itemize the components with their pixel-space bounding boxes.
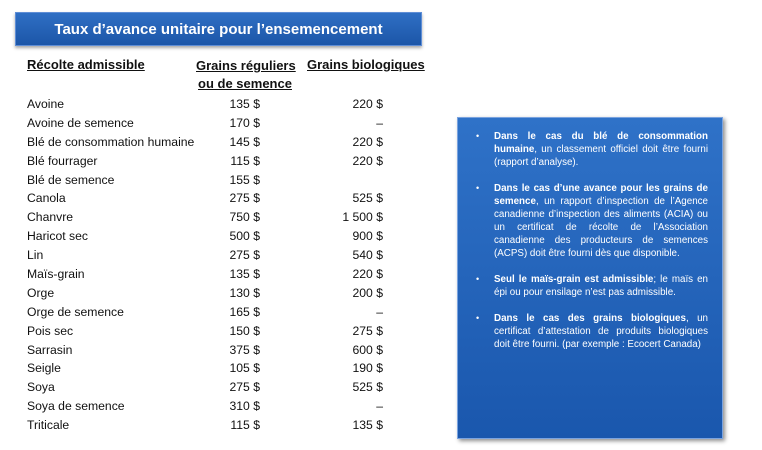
table-row (27, 246, 407, 265)
regular-rate: 500 $ (229, 229, 260, 244)
regular-rate: 310 $ (229, 399, 260, 414)
regular-rate: 135 $ (229, 97, 260, 111)
organic-rate: 220 $ (352, 267, 383, 282)
crop-name: Avoine de semence (27, 115, 134, 130)
regular-rate: 750 $ (229, 210, 260, 225)
crop-name: Triticale (27, 418, 70, 433)
regular-rate: 145 $ (229, 134, 260, 149)
info-box (457, 117, 723, 439)
bullet-icon: • (476, 274, 480, 284)
regular-rate: 135 $ (229, 267, 260, 282)
rate-table-body (27, 95, 407, 435)
note-emphasis: Dans le cas du blé de consommation humaine (494, 131, 708, 155)
regular-rate: 155 $ (229, 172, 260, 187)
header-regular-line1: Grains réguliers (196, 58, 296, 73)
note-item (472, 130, 708, 169)
regular-rate: 130 $ (229, 285, 260, 300)
bullet-icon: • (476, 313, 480, 323)
bullet-icon: • (476, 183, 480, 193)
table-row (27, 397, 407, 416)
table-row (27, 378, 407, 397)
organic-rate: 525 $ (352, 191, 383, 206)
table-row (27, 189, 407, 208)
organic-rate: 525 $ (352, 380, 383, 395)
note-item (472, 312, 708, 351)
organic-rate: – (376, 399, 383, 414)
table-row (27, 359, 407, 378)
note-emphasis: Dans le cas des grains biologiques (494, 313, 686, 324)
note-emphasis: Dans le cas d’une avance pour les grains de semence (494, 183, 708, 207)
crop-name: Haricot sec (27, 229, 88, 244)
note-text: , un classement officiel doit être fourni (rapport d’analyse). (494, 144, 708, 168)
table-title: Taux d’avance unitaire pour l’ensemencement (15, 12, 422, 46)
note-emphasis: Seul le maïs-grain est admissible (494, 274, 654, 285)
table-row (27, 284, 407, 303)
table-row (27, 152, 407, 171)
regular-rate: 105 $ (229, 361, 260, 376)
note-text: , un rapport d’inspection de l’Agence canadienne d’inspection des aliments (ACIA) ou un certificat de récolte de l’Association canadienne des producteurs de semences (ACPS) doit être fourni dès que disponible. (494, 196, 708, 259)
organic-rate: 190 $ (352, 361, 383, 376)
crop-name: Soya (27, 380, 55, 395)
table-row (27, 114, 407, 133)
crop-name: Blé de consommation humaine (27, 134, 195, 149)
organic-rate: 135 $ (352, 418, 383, 433)
regular-rate: 150 $ (229, 323, 260, 338)
note-item (472, 273, 708, 299)
organic-rate: 1 500 $ (342, 210, 383, 225)
organic-rate: 220 $ (352, 134, 383, 149)
table-row (27, 322, 407, 341)
table-row (27, 416, 407, 435)
organic-rate: – (376, 304, 383, 319)
header-organic: Grains biologiques (307, 57, 425, 72)
crop-name: Blé fourrager (27, 153, 98, 168)
table-row (27, 95, 407, 114)
table-row (27, 208, 407, 227)
notes-list (458, 118, 722, 351)
note-item (472, 182, 708, 260)
crop-name: Chanvre (27, 210, 74, 225)
crop-name: Pois sec (27, 323, 74, 338)
organic-rate: 900 $ (352, 229, 383, 244)
organic-rate: 600 $ (352, 342, 383, 357)
bullet-icon: • (476, 131, 480, 141)
regular-rate: 275 $ (229, 380, 260, 395)
note-text: , un certificat d’attestation de produits biologiques doit être fourni. (par exemple : Ecocert Canada) (494, 313, 708, 350)
crop-name: Sarrasin (27, 342, 73, 357)
organic-rate: 220 $ (352, 153, 383, 168)
regular-rate: 165 $ (229, 304, 260, 319)
crop-name: Lin (27, 248, 44, 263)
header-regular (196, 57, 294, 93)
regular-rate: 115 $ (230, 153, 260, 168)
organic-rate: 200 $ (352, 285, 383, 300)
crop-name: Maïs-grain (27, 267, 85, 282)
regular-rate: 115 $ (230, 418, 260, 433)
crop-name: Soya de semence (27, 399, 125, 414)
organic-rate: – (376, 115, 383, 130)
header-crop: Récolte admissible (27, 57, 145, 72)
regular-rate: 170 $ (229, 115, 260, 130)
crop-name: Blé de semence (27, 172, 115, 187)
organic-rate: 275 $ (352, 323, 383, 338)
regular-rate: 275 $ (229, 191, 260, 206)
crop-name: Canola (27, 191, 66, 206)
crop-name: Avoine (27, 97, 65, 111)
table-row (27, 227, 407, 246)
crop-name: Orge (27, 285, 55, 300)
regular-rate: 375 $ (229, 342, 260, 357)
note-text: ; le maïs en épi ou pour ensilage n’est pas admissible. (494, 274, 709, 298)
table-row (27, 133, 407, 152)
crop-name: Orge de semence (27, 304, 124, 319)
table-row (27, 341, 407, 360)
table-row (27, 303, 407, 322)
organic-rate: 220 $ (352, 97, 383, 111)
crop-name: Seigle (27, 361, 61, 376)
regular-rate: 275 $ (229, 248, 260, 263)
table-row (27, 265, 407, 284)
header-regular-line2: ou de semence (198, 76, 292, 91)
organic-rate: 540 $ (352, 248, 383, 263)
table-row (27, 171, 407, 190)
